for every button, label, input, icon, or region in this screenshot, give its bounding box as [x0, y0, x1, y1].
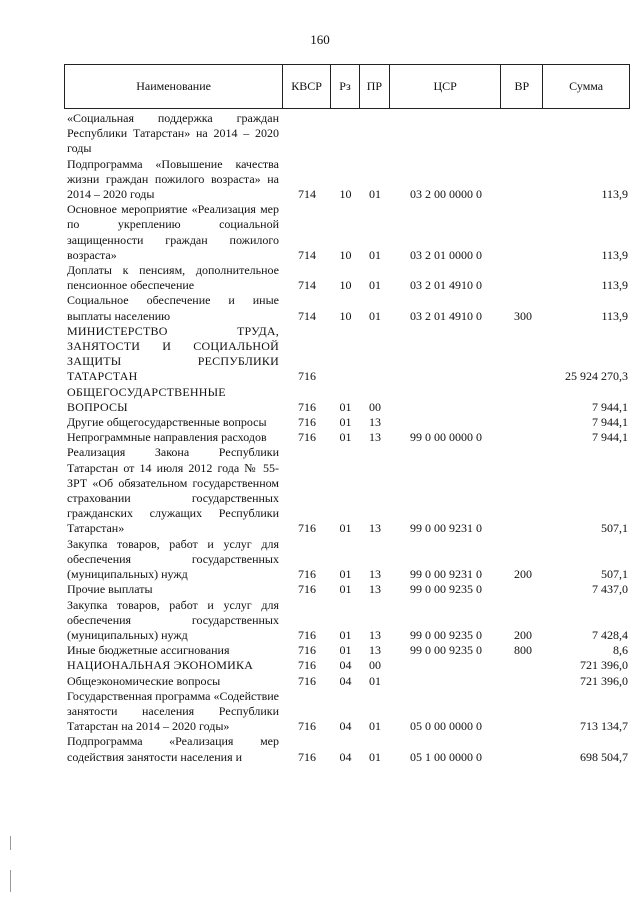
cell-name: Подпрограмма «Повышение качества жизни граждан пожилого возраста» на 2014 – 2020 годы [67, 156, 279, 202]
cell-kvsr: 716 [298, 719, 316, 734]
table-row [64, 415, 630, 430]
margin-mark [10, 836, 11, 850]
cell-sum: 7 944,1 [592, 430, 628, 445]
cell-kvsr: 716 [298, 643, 316, 658]
cell-rz: 10 [339, 187, 352, 202]
cell-name: Закупка товаров, работ и услуг для обеспечения государственных (муниципальных) нужд [67, 597, 279, 642]
page-number: 160 [310, 32, 330, 47]
table-body [64, 111, 630, 765]
cell-pr: 00 [369, 658, 381, 673]
cell-kvsr: 716 [298, 627, 316, 642]
cell-csr: 99 0 00 0000 0 [410, 430, 482, 445]
table-row [64, 202, 630, 263]
cell-pr: 01 [369, 308, 381, 323]
cell-rz: 04 [339, 749, 352, 764]
table-header [64, 64, 630, 109]
cell-csr: 03 2 01 0000 0 [410, 247, 482, 262]
cell-name: МИНИСТЕРСТВО ТРУДА, ЗАНЯТОСТИ И СОЦИАЛЬНОЙ ЗАЩИТЫ РЕСПУБЛИКИ ТАТАРСТАН [67, 323, 279, 384]
margin-mark [10, 870, 11, 892]
table-row [64, 674, 630, 689]
cell-rz: 01 [339, 430, 352, 445]
cell-sum: 113,9 [601, 308, 628, 323]
cell-name: НАЦИОНАЛЬНАЯ ЭКОНОМИКА [67, 658, 254, 673]
cell-vr: 800 [514, 643, 532, 658]
cell-csr: 99 0 00 9235 0 [410, 627, 482, 642]
cell-vr: 200 [514, 627, 532, 642]
table-row [64, 385, 630, 415]
cell-kvsr: 716 [298, 567, 316, 582]
cell-sum: 7 944,1 [592, 415, 628, 430]
cell-name: Основное мероприятие «Реализация мер по укреплению социальной защищенности граждан пожилого возраста» [67, 202, 279, 262]
table-row [64, 689, 630, 735]
cell-kvsr: 716 [298, 582, 316, 597]
cell-rz: 01 [339, 567, 352, 582]
cell-kvsr: 714 [298, 187, 316, 202]
header-name: Наименование [65, 65, 283, 108]
cell-sum: 698 504,7 [580, 749, 628, 764]
table-row [64, 537, 630, 583]
cell-pr: 01 [369, 247, 381, 262]
cell-name: Социальное обеспечение и иные выплаты населению [67, 293, 279, 323]
cell-pr: 01 [369, 187, 381, 202]
table-row [64, 658, 630, 673]
cell-name: Государственная программа «Содействие занятости населения Республики Татарстан на 2014 – 2020 годы» [67, 688, 279, 734]
header-sum: Сумма [569, 79, 604, 93]
cell-sum: 507,1 [601, 567, 628, 582]
cell-pr: 13 [369, 415, 381, 430]
cell-kvsr: 716 [298, 749, 316, 764]
cell-sum: 507,1 [601, 521, 628, 536]
table-row [64, 293, 630, 323]
cell-pr: 13 [369, 567, 381, 582]
cell-sum: 113,9 [601, 247, 628, 262]
cell-rz: 01 [339, 582, 352, 597]
cell-name: Непрограммные направления расходов [67, 430, 267, 445]
header-vr: ВР [501, 65, 543, 108]
cell-rz: 10 [339, 247, 352, 262]
cell-name: «Социальная поддержка граждан Республики Татарстан» на 2014 – 2020 годы [67, 111, 279, 156]
cell-sum: 113,9 [601, 278, 628, 293]
cell-sum: 7 944,1 [592, 399, 628, 414]
cell-pr: 13 [369, 521, 381, 536]
cell-kvsr: 716 [298, 415, 316, 430]
cell-rz: 04 [339, 719, 352, 734]
cell-kvsr: 714 [298, 278, 316, 293]
cell-sum: 8,6 [613, 643, 628, 658]
cell-csr: 99 0 00 9235 0 [410, 582, 482, 597]
cell-sum: 721 396,0 [580, 658, 628, 673]
cell-name: Прочие выплаты [67, 582, 153, 597]
cell-kvsr: 716 [298, 369, 316, 384]
cell-sum: 713 134,7 [580, 719, 628, 734]
cell-csr: 99 0 00 9235 0 [410, 643, 482, 658]
cell-rz: 04 [339, 673, 352, 688]
cell-csr: 03 2 01 4910 0 [410, 308, 482, 323]
table-row [64, 324, 630, 385]
cell-csr: 99 0 00 9231 0 [410, 521, 482, 536]
cell-rz: 01 [339, 521, 352, 536]
cell-pr: 01 [369, 278, 381, 293]
table-row [64, 734, 630, 764]
table-row [64, 263, 630, 293]
table-row [64, 111, 630, 157]
cell-pr: 01 [369, 719, 381, 734]
cell-rz: 10 [339, 308, 352, 323]
cell-kvsr: 716 [298, 399, 316, 414]
cell-kvsr: 716 [298, 521, 316, 536]
cell-sum: 25 924 270,3 [565, 369, 628, 384]
header-rz: Рз [331, 65, 360, 108]
cell-rz: 01 [339, 627, 352, 642]
cell-name: Другие общегосударственные вопросы [67, 415, 267, 430]
cell-name: ОБЩЕГОСУДАРСТВЕННЫЕ ВОПРОСЫ [67, 384, 226, 414]
cell-csr: 05 1 00 0000 0 [410, 749, 482, 764]
header-csr: ЦСР [390, 65, 502, 108]
cell-pr: 13 [369, 582, 381, 597]
cell-vr: 300 [514, 308, 532, 323]
cell-csr: 03 2 00 0000 0 [410, 187, 482, 202]
cell-pr: 13 [369, 643, 381, 658]
cell-csr: 99 0 00 9231 0 [410, 567, 482, 582]
header-pr: ПР [360, 65, 390, 108]
cell-name: Иные бюджетные ассигнования [67, 643, 230, 658]
cell-name: Подпрограмма «Реализация мер содействия занятости населения и [67, 734, 279, 764]
table-row [64, 643, 630, 658]
cell-name: Реализация Закона Республики Татарстан от 14 июля 2012 года № 55-ЗРТ «Об обязательном государственном страховании государственных гражданских служащих Республики Татарстан» [67, 445, 279, 536]
cell-rz: 01 [339, 415, 352, 430]
cell-sum: 721 396,0 [580, 673, 628, 688]
cell-csr: 03 2 01 4910 0 [410, 278, 482, 293]
cell-rz: 10 [339, 278, 352, 293]
cell-sum: 113,9 [601, 187, 628, 202]
cell-name: Доплаты к пенсиям, дополнительное пенсионное обеспечение [67, 263, 279, 293]
cell-pr: 00 [369, 399, 381, 414]
cell-rz: 01 [339, 399, 352, 414]
table-row [64, 157, 630, 203]
table-row [64, 445, 630, 536]
cell-kvsr: 714 [298, 308, 316, 323]
cell-csr: 05 0 00 0000 0 [410, 719, 482, 734]
cell-kvsr: 716 [298, 430, 316, 445]
cell-sum: 7 437,0 [592, 582, 628, 597]
cell-pr: 13 [369, 627, 381, 642]
cell-name: Общеэкономические вопросы [67, 673, 221, 688]
cell-pr: 13 [369, 430, 381, 445]
cell-sum: 7 428,4 [592, 627, 628, 642]
cell-kvsr: 716 [298, 673, 316, 688]
cell-pr: 01 [369, 673, 381, 688]
cell-kvsr: 716 [298, 658, 316, 673]
cell-rz: 04 [339, 658, 352, 673]
cell-name: Закупка товаров, работ и услуг для обеспечения государственных (муниципальных) нужд [67, 536, 279, 582]
cell-vr: 200 [514, 567, 532, 582]
table-row [64, 430, 630, 445]
cell-rz: 01 [339, 643, 352, 658]
cell-kvsr: 714 [298, 247, 316, 262]
table-row [64, 582, 630, 597]
table-row [64, 598, 630, 644]
header-kvsr: КВСР [283, 65, 331, 108]
cell-pr: 01 [369, 749, 381, 764]
